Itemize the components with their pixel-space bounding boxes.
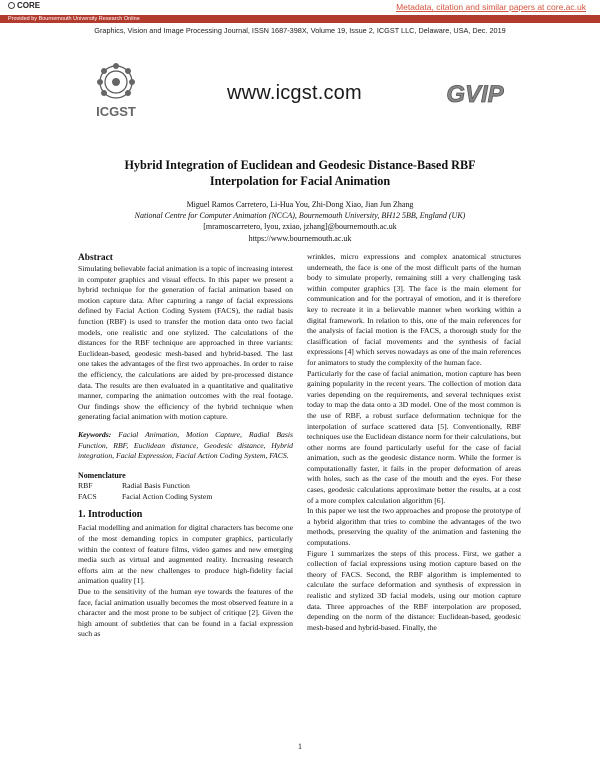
page-number: 1 [298, 742, 302, 751]
nomenclature-abbr: RBF [78, 481, 93, 491]
icgst-logo-text: ICGST [96, 104, 136, 119]
core-logo[interactable] [8, 1, 40, 10]
nomenclature-heading: Nomenclature [78, 470, 126, 480]
metadata-link[interactable]: Metadata, citation and similar papers at core.ac.uk [396, 2, 586, 12]
right-column [307, 252, 521, 633]
body-paragraph-4: Figure 1 summarizes the steps of this process. First, we gather a collection of facial expressions using motion capture based on the theory of FACS. Second, the RBF algorithm is implemented to calculate the surface deformation and synthesis of expression in realistic and stylized 3D facial models, using our motion capture data. Three approaches of the RBF interpolation are proposed, depending on the norm of the distance: Euclidean-based, geodesic mesh-based and hybrid-based. Finally, the [307, 548, 521, 632]
author-url: https://www.bournemouth.ac.uk [248, 233, 352, 243]
author-block [60, 199, 540, 244]
provided-by-text: Provided by Bournemouth University Research Online [8, 16, 140, 22]
provided-by-banner[interactable] [0, 15, 600, 23]
author-names: Miguel Ramos Carretero, Li-Hua You, Zhi-Dong Xiao, Jian Jun Zhang [186, 200, 414, 209]
body-paragraph-1: wrinkles, micro expressions and complex anatomical structures underneath, the face is one of the most difficult parts of the human body to simulate properly, remaining still a very challenging task within computer graphics [3]. The face is the main element for communication and for the portrayal of emotion, and it is therefore key to recreate it in a believable manner when working within a digital framework. In relation to this, one of the main references for the analysis of facial motion is the FACS, a thorough study for the clasiffication of facial movements and the synthesis of facial expressions [4] which serves nowadays as one of the main references for animators to study the complexity of the human face. [307, 252, 521, 367]
body-paragraph-2: Particularly for the case of facial animation, motion capture has been gaining popularity in the recent years. The collection of motion data varies depending on the requirements, and several techniques exist today to map the data onto a 3D model. One of the most common is the use of RBF, a robust surface deformation technique for the interpolation of surface scattered data [5]. Conventionally, RBF techniques use the Euclidean distance norm for their calculations, but other norms are found particularly useful for the case of facial animation, such as the geodesic distance norm. While the former is computationally faster, it fails in the proper deformation of areas with holes, such as the case of the mouth and the eyes. For these cases, geodesic calculations approximate better the results, at a cost of a more complex calculation algorithm [6]. [307, 368, 521, 505]
body-paragraph-3: In this paper we test the two approaches and propose the prototype of a hybrid algorithm that tries to combine the advantages of the two methods, preserving the quality of the animation and fastening the computations. [307, 506, 521, 548]
nomenclature-row [78, 492, 293, 503]
author-emails: [mramoscarretero, lyou, zxiao, jzhang]@bournemouth.ac.uk [203, 222, 397, 232]
core-logo-text: CORE [17, 1, 41, 10]
gvip-logo-text: GVIP [446, 81, 504, 106]
abstract-text: Simulating believable facial animation is a topic of increasing interest in computer graphics and visual effects. In this paper we present a hybrid technique for the generation of facial animation based on motion capture data. After capturing a range of facial expressions defined by Facial Action Coding System (FACS), the radial basis function (RBF) is used to transfer the motion data onto two facial models, one realistic and one stylized. The calculations of the distances for the RBF technique are approached in three variants: Euclidean-based, geodesic mesh-based and hybrid-based. The last one takes the advantages of the first two approaches. In order to raise the efficiency, the calculations are aided by pre-processed distance data. The results are then evaluated in a quantitative and qualitative manner, comparing the animation outcomes with the real footage. Our findings show the efficiency of the hybrid technique when generating facial animation with motion capture. [78, 264, 293, 422]
website-url: www.icgst.com [227, 82, 362, 104]
nomenclature-row [78, 481, 293, 492]
paper-title: Hybrid Integration of Euclidean and Geodesic Distance-Based RBF Interpolation for Facial Animation [124, 158, 476, 188]
introduction-heading: 1. Introduction [78, 509, 143, 521]
abstract-heading: Abstract [78, 253, 113, 263]
nomenclature-desc: Facial Action Coding System [122, 491, 213, 501]
nomenclature-abbr: FACS [78, 491, 97, 501]
nomenclature-desc: Radial Basis Function [122, 481, 190, 491]
keywords [78, 430, 293, 462]
keywords-label: Keywords: [78, 429, 112, 439]
left-column [78, 252, 293, 640]
core-logo-icon [8, 2, 15, 9]
core-header [0, 0, 600, 16]
gvip-logo [432, 80, 518, 106]
icgst-logo [80, 60, 152, 124]
journal-header: Graphics, Vision and Image Processing Journal, ISSN 1687-398X, Volume 19, Issue 2, ICGST LLC, Delaware, USA, Dec. 2019 [94, 26, 506, 35]
keywords-text: Facial Animation, Motion Capture, Radial Basis Function, RBF, Euclidean distance, Geodesic distance, Hybrid integration, Facial Expression, Facial Action Coding System, FACS. [78, 429, 293, 461]
introduction-paragraph-2: Due to the sensitivity of the human eye towards the features of the face, facial animation usually becomes the most observed feature in a character and the most prone to be subject of critique [2]. Given the high amount of subtleties that can be found in a facial expression such as [78, 587, 293, 639]
introduction-paragraph-1: Facial modelling and animation for digital characters has become one of the most demanding topics in computer graphics, particularly within the context of feature films, video games and new emerging media such as virtual and augmented reality. Increasing research efforts aim at the new challenges to produce high-fidelity facial animation quality [1]. [78, 523, 293, 586]
author-affiliation: National Centre for Computer Animation (NCCA), Bournemouth University, BH12 5BB, England (UK) [134, 211, 466, 221]
